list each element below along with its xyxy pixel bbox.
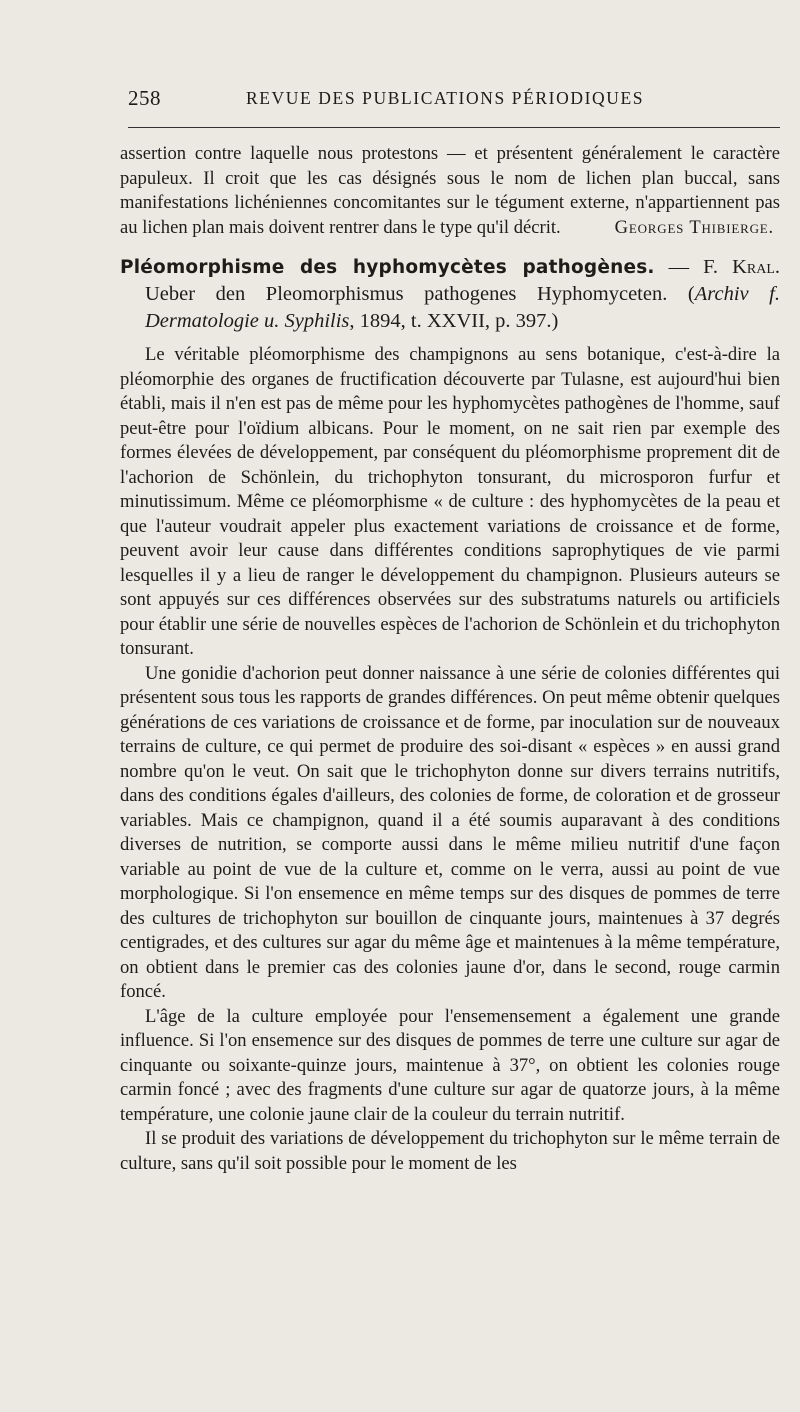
header-rule — [128, 127, 780, 128]
article-journal: Archiv f. Dermatologie u. Syphilis — [145, 283, 781, 332]
page-number: 258 — [128, 86, 161, 110]
running-title: REVUE DES PUBLICATIONS PÉRIODIQUES — [246, 88, 645, 108]
page-header — [128, 86, 780, 116]
body-paragraph: Il se produit des variations de développement du trichophyton sur le même terrain de culture, sans qu'il soit possible pour le moment de les — [120, 1128, 780, 1174]
body-paragraph: Le véritable pléomorphisme des champignons au sens botanique, c'est-à-dire la pléomorphie des organes de fructification découverte par Tulasne, est aujourd'hui bien établi, mais il n'en est pas de même pour les hyphomycètes pathogènes de l'homme, sauf peut-être pour l'oïdium albicans. Pour le moment, on ne sait rien par exemple des formes élevées de développement, par conséquent du pléomorphisme proprement dit de l'achorion de Schönlein, du trichophyton tonsurant, du microsporon furfur et minutissimum. Même ce pléomorphisme « de culture : des hyphomycètes de la peau et que l'auteur voudrait appeler plus exactement variations de croissance et de forme, peuvent avoir leur cause dans différentes conditions saprophytiques de vie parmi lesquelles il y a lieu de ranger le développement du champignon. Plusieurs auteurs se sont appuyés sur ces différences observées sur des substratums naturels ou artificiels pour établir une série de nouvelles espèces de l'achorion de Schönlein et du trichophyton tonsurant. — [120, 344, 780, 659]
body-paragraph: L'âge de la culture employée pour l'ensemensement a également une grande influence. Si l'on ensemence sur des disques de pommes de terre une culture sur agar de cinquante ou soixante-quinze jours, maintenue à 37°, on obtient les colonies rouge carmin foncé ; avec des fragments d'une culture sur agar de quatorze jours, à la même température, une colonie jaune clair de la couleur du terrain nutritif. — [120, 1005, 780, 1125]
body-paragraph: Une gonidie d'achorion peut donner naissance à une série de colonies différentes qui présentent sous tous les rapports de grandes différences. On peut même obtenir quelques générations de ces variations de croissance et de forme, par inoculation sur de nouveaux terrains de culture, ce qui permet de produire des soi-disant « espèces » en aussi grand nombre qu'on le veut. On sait que le trichophyton donne sur divers terrains nutritifs, dans des conditions égales d'ailleurs, des colonies de forme, de coloration et de grosseur variables. Mais ce champignon, quand il a été soumis auparavant à des conditions diverses de nutrition, se comporte aussi dans le même milieu nutritif d'une façon variable au point de vue de la culture et, comme on le verra, aussi au point de vue morphologique. Si l'on ensemence en même temps sur des disques de pommes de terre des cultures de trichophyton sur bouillon de cinquante jours, maintenues à 37 degrés centigrades, et des cultures sur agar du même âge et maintenues à la même température, on obtient dans le premier cas des colonies jaune d'or, dans le second, rouge carmin foncé. — [120, 662, 780, 1002]
continued-paragraph: assertion contre laquelle nous protestons — et présentent généralement le caractère papuleux. Il croit que les cas désignés sous le nom de lichen plan buccal, sans manifestations lichéniennes concomitantes sur le tégument externe, n'appartiennent pas au lichen plan mais doivent rentrer dans le type qu'il décrit. — [120, 143, 780, 238]
article-dash: — F. — [654, 256, 733, 278]
review-signature: Georges Thibierge. — [614, 216, 774, 238]
article-author: Kral — [732, 256, 775, 278]
article-original-title: . Ueber den Pleomorphismus pathogenes Hyphomyceten. ( — [145, 256, 780, 305]
article-heading — [120, 254, 780, 335]
article-title: Pléomorphisme des hyphomycètes pathogènes. — [120, 257, 655, 278]
article-citation: , 1894, t. XXVII, p. 397.) — [349, 310, 559, 332]
page-content — [120, 142, 780, 1176]
